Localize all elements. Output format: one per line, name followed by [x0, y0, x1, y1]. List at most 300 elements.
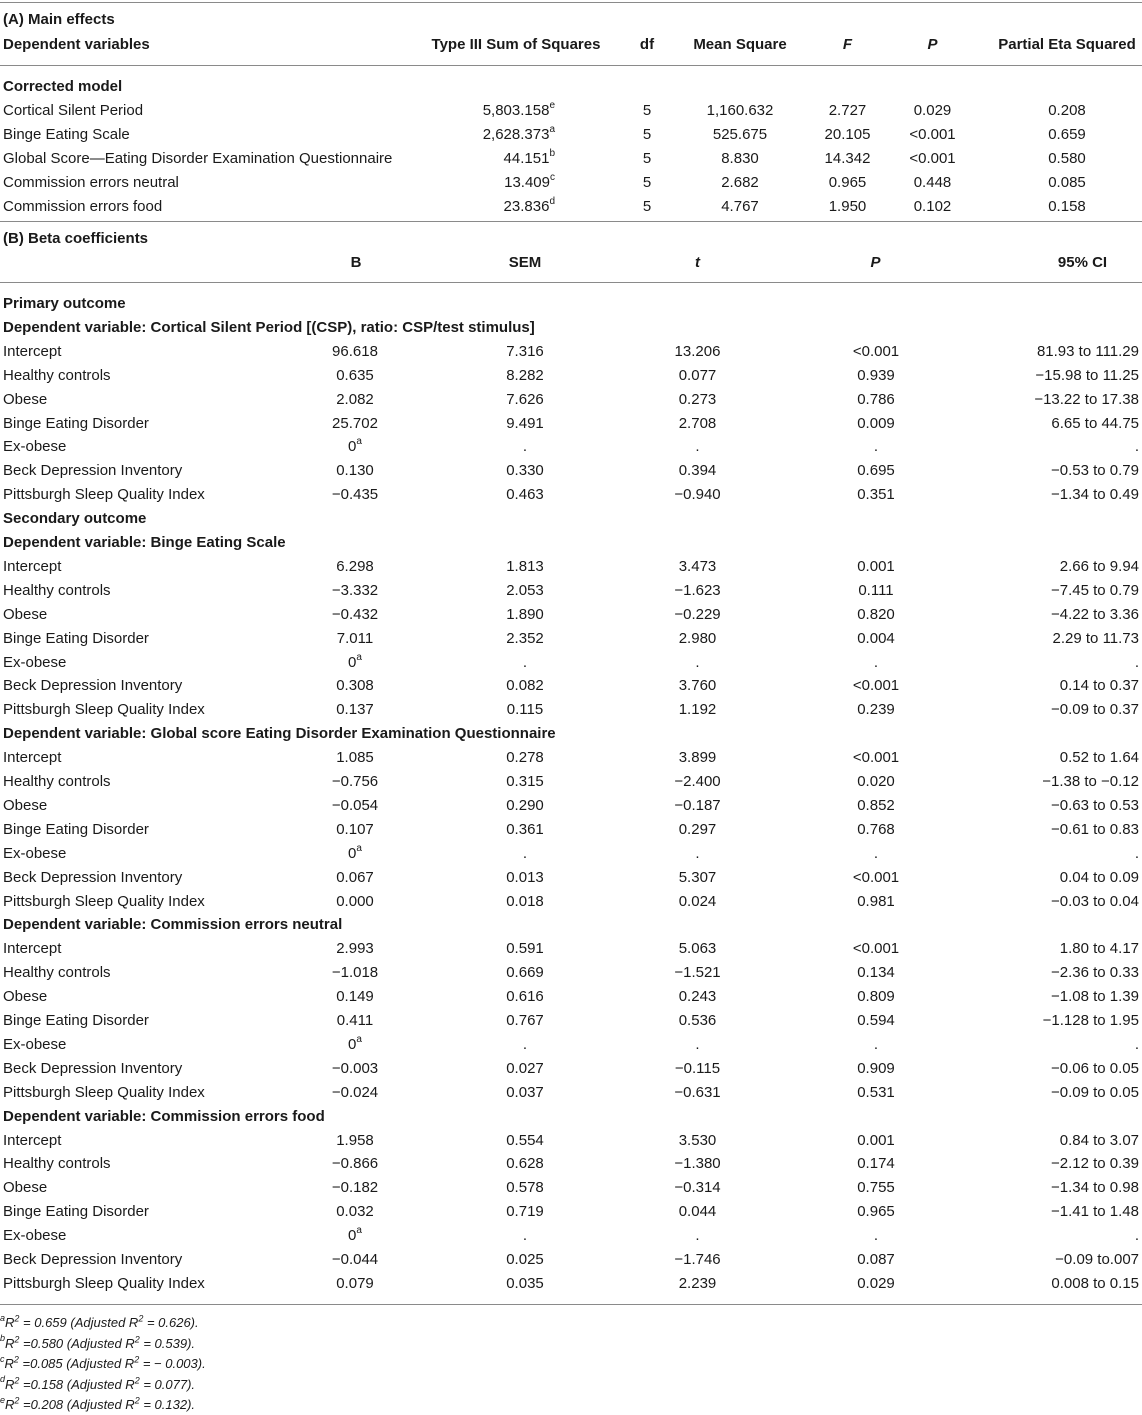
ci-value: −0.53 to 0.79	[1051, 462, 1139, 480]
b-number: 0	[348, 844, 357, 862]
predictor-name: Ex-obese	[3, 844, 67, 862]
predictor-name: Healthy controls	[3, 964, 111, 982]
predictor-name: Ex-obese	[3, 653, 67, 671]
footnote-mark: e	[0, 1394, 6, 1405]
ci-value: .	[1134, 1035, 1139, 1053]
footnote-mark: b	[0, 1333, 6, 1344]
coefficient-row	[0, 412, 1142, 436]
p-value: .	[873, 844, 879, 862]
sum-of-squares-value	[410, 171, 555, 195]
coefficient-row	[0, 818, 1142, 842]
p-value: 0.448	[913, 174, 952, 191]
p-value: 0.029	[857, 1274, 895, 1292]
top-rule	[0, 2, 1142, 3]
b-value	[310, 770, 400, 794]
sem-value: 0.025	[506, 1251, 544, 1268]
ci-value: −1.38 to −0.12	[1042, 773, 1139, 790]
footnote-marker: e	[549, 100, 555, 111]
sem-value: .	[522, 438, 528, 456]
coefficient-row	[0, 746, 1142, 770]
coefficient-row	[0, 1129, 1142, 1153]
partial-eta-squared-value: 0.580	[1048, 150, 1086, 167]
sem-value: .	[522, 1035, 528, 1053]
p-value: 0.004	[857, 629, 895, 647]
ci-value: .	[1134, 653, 1139, 671]
t-value: 0.394	[678, 462, 717, 480]
t-value: 0.243	[678, 988, 717, 1006]
b-number: −3.332	[331, 581, 379, 599]
p-value: <0.001	[852, 342, 900, 360]
b-value	[310, 412, 400, 436]
b-number: −0.866	[331, 1155, 379, 1173]
b-number: 0.067	[336, 868, 374, 886]
b-value	[310, 674, 400, 698]
t-value: −0.631	[674, 1083, 721, 1101]
predictor-name: Ex-obese	[3, 1035, 67, 1053]
ci-value: 0.04 to 0.09	[1059, 868, 1139, 886]
coefficient-row	[0, 842, 1142, 866]
b-number: 0.032	[336, 1203, 374, 1221]
t-value: 5.063	[678, 940, 717, 958]
dependent-variable-name: Cortical Silent Period	[3, 102, 144, 119]
header-p: P	[927, 36, 938, 53]
predictor-name: Binge Eating Disorder	[3, 1203, 149, 1221]
df-value: 5	[642, 126, 652, 143]
predictor-name: Beck Depression Inventory	[3, 1059, 183, 1077]
sum-of-squares-value	[410, 123, 555, 147]
sem-value: 1.813	[506, 557, 544, 575]
part-b-header-row	[0, 251, 1142, 275]
ci-value: .	[1134, 844, 1139, 862]
b-value	[310, 985, 400, 1009]
b-value	[310, 627, 400, 651]
b-value	[310, 555, 400, 579]
sem-value: 0.719	[506, 1203, 544, 1221]
predictor-name: Pittsburgh Sleep Quality Index	[3, 1274, 205, 1292]
b-value	[310, 890, 400, 914]
ci-value: 2.66 to 9.94	[1059, 557, 1139, 575]
footnote-line	[0, 1313, 199, 1333]
t-value: .	[695, 844, 700, 862]
predictor-name: Pittsburgh Sleep Quality Index	[3, 701, 205, 719]
squared-exponent: 2	[134, 1375, 140, 1386]
coefficient-row	[0, 866, 1142, 890]
outcome-row	[0, 507, 1142, 531]
b-value	[310, 794, 400, 818]
coefficient-row	[0, 1248, 1142, 1272]
footnote-mark: a	[0, 1312, 6, 1323]
coefficient-row	[0, 1176, 1142, 1200]
footnote-line	[0, 1395, 195, 1415]
b-value	[310, 1033, 400, 1057]
ci-value: 0.008 to 0.15	[1051, 1274, 1139, 1292]
mean-square-value: 1,160.632	[706, 102, 774, 119]
coefficient-row	[0, 651, 1142, 675]
sum-of-squares-number: 44.151	[503, 150, 550, 167]
b-value	[310, 1248, 400, 1272]
sem-value: 9.491	[506, 414, 544, 432]
b-number: −0.003	[331, 1059, 379, 1077]
t-value: −2.400	[674, 773, 721, 790]
dependent-variable-name: Commission errors neutral	[3, 174, 179, 191]
t-value: 0.297	[678, 820, 717, 838]
p-value: 0.239	[857, 701, 895, 719]
b-value	[310, 459, 400, 483]
p-value: 0.594	[857, 1012, 895, 1029]
t-value: −0.229	[674, 605, 721, 623]
b-value	[310, 937, 400, 961]
sem-value: 1.890	[506, 605, 544, 623]
b-value	[310, 579, 400, 603]
sem-value: 0.669	[506, 964, 544, 982]
b-value	[310, 483, 400, 507]
predictor-name: Intercept	[3, 940, 62, 958]
ci-value: −2.36 to 0.33	[1051, 964, 1139, 982]
b-value	[310, 1272, 400, 1296]
b-value	[310, 1200, 400, 1224]
mean-square-value: 525.675	[712, 126, 768, 143]
p-value: <0.001	[909, 126, 956, 143]
b-value	[310, 388, 400, 412]
b-number: −0.044	[331, 1251, 379, 1268]
ci-value: −0.09 to 0.37	[1051, 701, 1139, 719]
ci-value: −1.41 to 1.48	[1051, 1203, 1139, 1221]
r-squared-value: =0.208 (Adjusted R	[19, 1397, 135, 1412]
corrected-model-label: Corrected model	[3, 78, 123, 95]
footnote-mark: d	[0, 1374, 6, 1385]
b-value	[310, 435, 400, 459]
b-value	[310, 364, 400, 388]
b-value	[310, 340, 400, 364]
b-value	[310, 1176, 400, 1200]
coefficient-row	[0, 961, 1142, 985]
sem-value: 0.578	[506, 1179, 544, 1197]
ci-value: −1.34 to 0.49	[1051, 486, 1139, 504]
dependent-variable-label: Dependent variable: Global score Eating Disorder Examination Questionnaire	[3, 725, 556, 743]
footnote-mark: c	[0, 1353, 5, 1364]
t-value: 3.473	[678, 557, 717, 575]
b-value	[310, 1224, 400, 1248]
mean-square-value: 4.767	[721, 198, 759, 215]
predictor-name: Ex-obese	[3, 1227, 67, 1245]
t-value: .	[695, 1227, 700, 1245]
sem-value: 2.352	[506, 629, 544, 647]
ci-value: −0.09 to.007	[1055, 1251, 1139, 1268]
sum-of-squares-value	[410, 147, 555, 171]
predictor-name: Pittsburgh Sleep Quality Index	[3, 486, 205, 504]
dependent-variable-name: Commission errors food	[3, 198, 163, 215]
f-value: 20.105	[824, 126, 871, 143]
coefficient-row	[0, 435, 1142, 459]
t-value: 3.760	[678, 677, 717, 695]
b-value	[310, 1081, 400, 1105]
dependent-variable-row	[0, 1105, 1142, 1129]
header-dependent-variables: Dependent variables	[3, 36, 150, 53]
predictor-name: Intercept	[3, 749, 62, 767]
dependent-variable-row	[0, 913, 1142, 937]
adjusted-r-squared-value: = − 0.003).	[139, 1356, 206, 1371]
sum-of-squares-value	[410, 99, 555, 123]
ci-value: 1.80 to 4.17	[1059, 940, 1139, 958]
ci-value: −15.98 to 11.25	[1035, 366, 1139, 384]
f-value: 2.727	[828, 102, 867, 119]
footnote-marker: a	[356, 651, 362, 663]
squared-exponent: 2	[134, 1354, 140, 1365]
adjusted-r-squared-value: = 0.077).	[139, 1376, 196, 1392]
sem-value: 0.463	[506, 486, 544, 504]
coefficient-row	[0, 890, 1142, 914]
r-squared-value: =0.158 (Adjusted R	[19, 1376, 135, 1392]
t-value: .	[695, 1035, 700, 1053]
t-value: −0.940	[674, 486, 721, 504]
sem-value: 0.767	[506, 1012, 544, 1029]
sem-value: 0.616	[506, 988, 544, 1006]
partial-eta-squared-value: 0.659	[1048, 126, 1086, 143]
predictor-name: Binge Eating Disorder	[3, 629, 149, 647]
footnote-marker: d	[549, 196, 555, 207]
b-number: 0	[348, 1035, 357, 1053]
b-number: −0.432	[331, 605, 379, 623]
outcome-label: Primary outcome	[3, 295, 126, 312]
part-b-title: (B) Beta coefficients	[3, 230, 149, 247]
adjusted-r-squared-value: = 0.626).	[143, 1315, 199, 1330]
ci-value: 0.14 to 0.37	[1059, 677, 1139, 695]
coefficient-row	[0, 555, 1142, 579]
t-value: 5.307	[678, 868, 717, 886]
dependent-variable-name: Binge Eating Scale	[3, 126, 130, 143]
coefficient-row	[0, 1224, 1142, 1248]
b-number: 0.130	[336, 462, 374, 480]
header-df: df	[639, 36, 655, 53]
t-value: 3.899	[678, 749, 717, 767]
p-value: <0.001	[852, 677, 900, 695]
b-number: 2.082	[336, 390, 374, 408]
adjusted-r-squared-value: = 0.132).	[139, 1397, 196, 1412]
footnote-line	[0, 1375, 195, 1395]
b-value	[310, 1152, 400, 1176]
adjusted-r-squared-value: = 0.539).	[139, 1335, 196, 1351]
p-value: <0.001	[909, 150, 956, 167]
sem-value: 8.282	[506, 366, 544, 384]
ci-value: −7.45 to 0.79	[1051, 581, 1139, 599]
coefficient-row	[0, 1081, 1142, 1105]
coefficient-row	[0, 770, 1142, 794]
dependent-variable-label: Dependent variable: Binge Eating Scale	[3, 534, 286, 551]
b-number: 0.308	[336, 677, 374, 695]
predictor-name: Healthy controls	[3, 1155, 111, 1173]
predictor-name: Obese	[3, 796, 48, 814]
sem-value: 0.115	[506, 701, 544, 719]
dependent-variable-name: Global Score—Eating Disorder Examination Questionnaire	[3, 150, 393, 167]
p-value: 0.965	[857, 1203, 895, 1221]
r-squared-symbol: R	[5, 1315, 15, 1330]
coefficient-row	[0, 579, 1142, 603]
b-number: 6.298	[336, 557, 374, 575]
ci-value: 0.52 to 1.64	[1059, 749, 1139, 767]
t-value: −1.623	[674, 581, 721, 599]
ci-value: −0.06 to 0.05	[1051, 1059, 1139, 1077]
p-value: 0.001	[857, 557, 895, 575]
p-value: <0.001	[852, 940, 900, 958]
squared-exponent: 2	[138, 1313, 144, 1324]
r-squared-symbol: R	[5, 1335, 15, 1351]
header-b: B	[350, 254, 362, 271]
main-effects-row	[0, 99, 1142, 123]
sem-value: 0.018	[506, 892, 544, 910]
b-value	[310, 1009, 400, 1033]
ci-value: .	[1134, 438, 1139, 456]
footnote-marker: a	[356, 1033, 362, 1045]
b-number: −0.756	[331, 773, 379, 790]
t-value: 0.536	[678, 1012, 717, 1029]
predictor-name: Beck Depression Inventory	[3, 677, 183, 695]
sem-value: 0.037	[506, 1083, 544, 1101]
header-mean-square: Mean Square	[693, 36, 787, 53]
t-value: 2.708	[678, 414, 717, 432]
squared-exponent: 2	[134, 1334, 140, 1345]
b-number: 0.137	[336, 701, 374, 719]
footnote-line	[0, 1354, 206, 1374]
sum-of-squares-number: 23.836	[503, 198, 550, 215]
part-a-title-row	[0, 8, 1142, 32]
b-value	[310, 1129, 400, 1153]
coefficient-row	[0, 483, 1142, 507]
b-number: 25.702	[332, 414, 378, 432]
p-value: 0.909	[857, 1059, 895, 1077]
predictor-name: Beck Depression Inventory	[3, 1251, 183, 1268]
b-value	[310, 746, 400, 770]
coefficient-row	[0, 698, 1142, 722]
predictor-name: Beck Depression Inventory	[3, 462, 183, 480]
squared-exponent: 2	[134, 1395, 140, 1406]
t-value: 0.077	[678, 366, 717, 384]
p-value: 0.102	[913, 198, 952, 215]
predictor-name: Binge Eating Disorder	[3, 414, 149, 432]
coefficient-row	[0, 364, 1142, 388]
b-number: −0.054	[331, 796, 379, 814]
b-number: 0	[348, 1227, 357, 1245]
coefficient-row	[0, 1152, 1142, 1176]
sem-value: 0.013	[506, 868, 544, 886]
squared-exponent: 2	[14, 1313, 20, 1324]
b-number: 0.149	[336, 988, 374, 1006]
sem-value: 0.027	[506, 1059, 544, 1077]
b-value	[310, 961, 400, 985]
sem-value: 0.278	[506, 749, 544, 767]
ci-value: −2.12 to 0.39	[1051, 1155, 1139, 1173]
r-squared-value: =0.085 (Adjusted R	[18, 1356, 135, 1371]
partial-eta-squared-value: 0.085	[1048, 174, 1086, 191]
t-value: 3.530	[678, 1131, 717, 1149]
t-value: −1.746	[674, 1251, 721, 1268]
sem-value: 0.082	[506, 677, 544, 695]
partial-eta-squared-value: 0.158	[1048, 198, 1086, 215]
main-effects-row	[0, 123, 1142, 147]
b-value	[310, 1057, 400, 1081]
footnote-marker: a	[549, 124, 555, 135]
p-value: 0.852	[857, 796, 895, 814]
sem-value: 0.315	[506, 773, 544, 790]
b-number: 0.000	[336, 892, 374, 910]
ci-value: −0.03 to 0.04	[1051, 892, 1139, 910]
coefficient-row	[0, 985, 1142, 1009]
sem-value: 0.290	[506, 796, 544, 814]
mean-square-value: 8.830	[721, 150, 759, 167]
b-value	[310, 842, 400, 866]
dependent-variable-row	[0, 722, 1142, 746]
p-value: 0.029	[913, 102, 952, 119]
b-number: 0.079	[336, 1274, 374, 1292]
b-value	[310, 651, 400, 675]
r-squared-symbol: R	[4, 1356, 14, 1371]
p-value: 0.695	[857, 462, 895, 480]
header-f: F	[842, 36, 853, 53]
p-value: 0.134	[857, 964, 895, 982]
bottom-rule	[0, 1304, 1142, 1305]
dependent-variable-label: Dependent variable: Commission errors neutral	[3, 916, 343, 934]
b-number: 7.011	[336, 629, 374, 647]
b-number: 96.618	[332, 342, 378, 360]
header-p-b: P	[870, 254, 881, 271]
b-number: 0.107	[336, 820, 374, 838]
predictor-name: Ex-obese	[3, 438, 67, 456]
r-squared-symbol: R	[5, 1376, 15, 1392]
predictor-name: Binge Eating Disorder	[3, 1012, 149, 1029]
coefficient-row	[0, 1057, 1142, 1081]
sum-of-squares-value	[410, 195, 555, 219]
ci-value: −1.34 to 0.98	[1051, 1179, 1139, 1197]
predictor-name: Healthy controls	[3, 581, 111, 599]
b-number: 0	[348, 438, 357, 456]
b-number: −0.182	[331, 1179, 379, 1197]
part-a-bottom-rule	[0, 221, 1142, 222]
coefficient-row	[0, 627, 1142, 651]
footnote-marker: b	[549, 148, 555, 159]
coefficient-row	[0, 1009, 1142, 1033]
ci-value: −1.08 to 1.39	[1051, 988, 1139, 1006]
footnote-marker: c	[550, 172, 555, 183]
t-value: .	[695, 438, 700, 456]
coefficient-row	[0, 1272, 1142, 1296]
sem-value: 0.628	[506, 1155, 544, 1173]
sem-value: .	[522, 653, 528, 671]
sem-value: 0.330	[506, 462, 544, 480]
sum-of-squares-number: 2,628.373	[482, 126, 550, 143]
df-value: 5	[642, 198, 652, 215]
squared-exponent: 2	[14, 1395, 20, 1406]
dependent-variable-row	[0, 531, 1142, 555]
r-squared-symbol: R	[5, 1397, 15, 1412]
sum-of-squares-number: 5,803.158	[482, 102, 550, 119]
sem-value: .	[522, 844, 528, 862]
predictor-name: Pittsburgh Sleep Quality Index	[3, 1083, 205, 1101]
footnote-marker: a	[356, 842, 362, 854]
dependent-variable-row	[0, 316, 1142, 340]
coefficient-row	[0, 1033, 1142, 1057]
t-value: 2.239	[678, 1274, 717, 1292]
p-value: .	[873, 1035, 879, 1053]
coefficient-row	[0, 674, 1142, 698]
predictor-name: Healthy controls	[3, 773, 111, 790]
p-value: 0.174	[857, 1155, 895, 1173]
ci-value: 0.84 to 3.07	[1059, 1131, 1139, 1149]
t-value: 13.206	[674, 342, 721, 360]
p-value: <0.001	[852, 749, 900, 767]
header-sem: SEM	[508, 254, 542, 271]
coefficient-row	[0, 1200, 1142, 1224]
footnote-marker: a	[356, 1225, 362, 1237]
p-value: 0.111	[858, 581, 894, 599]
